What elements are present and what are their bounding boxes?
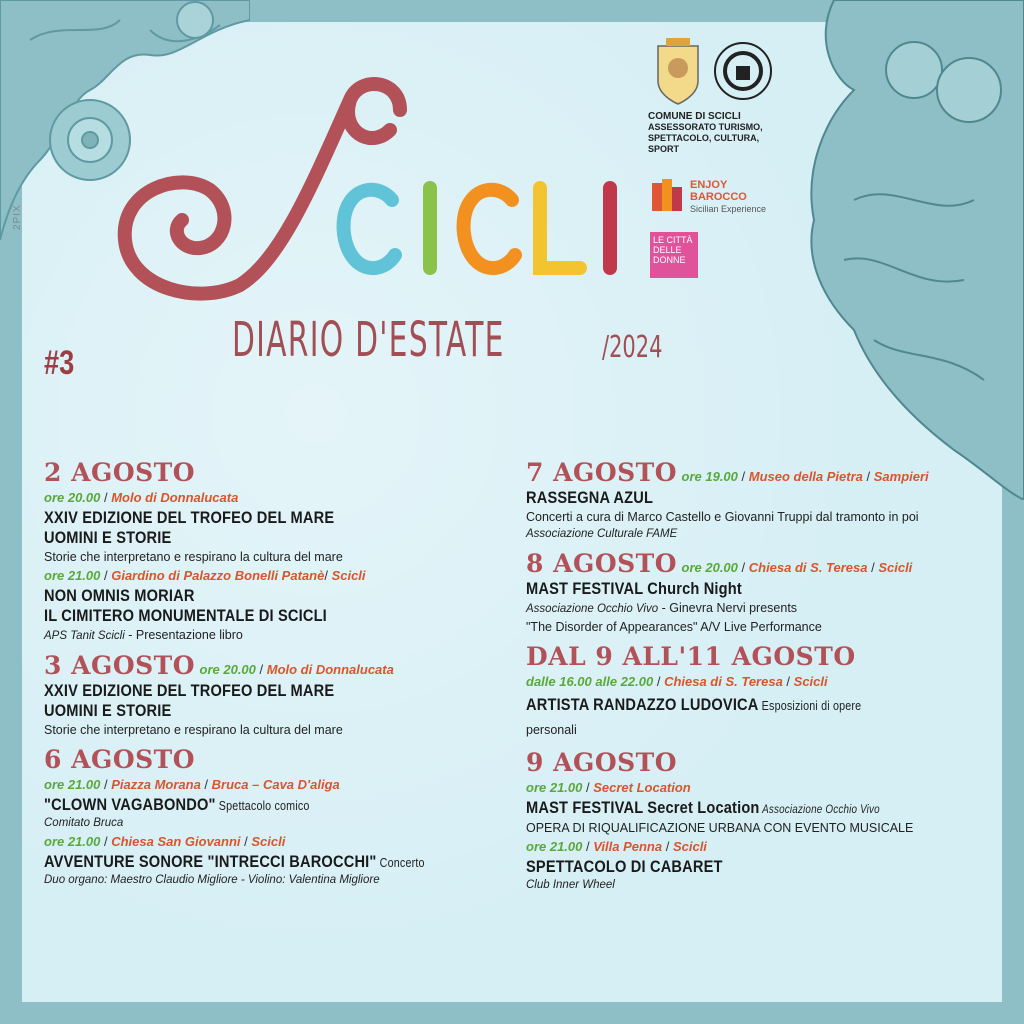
enjoy-line-1: ENJOY: [690, 179, 728, 191]
event-description: - Presentazione libro: [124, 628, 243, 642]
logo-letter-c2: [464, 190, 515, 268]
event-title: RASSEGNA AZUL: [526, 488, 654, 507]
event-title: NON OMNIS MORIAR: [44, 586, 195, 605]
event-date: DAL 9 ALL'11 AGOSTO: [526, 642, 856, 671]
event-description: "The Disorder of Appearances" A/V Live Performance: [526, 620, 822, 634]
scicli-logo: [110, 70, 630, 310]
event-time: ore 21.00: [44, 777, 101, 792]
event-description: Storie che interpretano e respirano la cultura del mare: [44, 723, 343, 737]
event-time: ore 20.00: [199, 662, 256, 677]
event-date: 6 AGOSTO: [44, 745, 196, 774]
event-time: ore 21.00: [526, 839, 583, 854]
photo-credit: 2PIX: [12, 204, 23, 230]
event-time: dalle 16.00 alle 22.00: [526, 674, 654, 689]
event-time: ore 21.00: [526, 780, 583, 795]
event-place: Piazza Morana: [111, 777, 201, 792]
event-title: "CLOWN VAGABONDO": [44, 795, 216, 814]
enjoy-line-2: BAROCCO: [690, 191, 747, 203]
subtitle: DIARIO D'ESTATE: [232, 312, 505, 368]
event-description: Storie che interpretano e respirano la cultura del mare: [44, 550, 343, 564]
event-organizer: Duo organo: Maestro Claudio Migliore - Violino: Valentina Migliore: [44, 874, 380, 886]
event-place: Scicli: [672, 839, 707, 854]
event-place: Molo di Donnalucata: [266, 662, 394, 677]
event-title: MAST FESTIVAL Church Night: [526, 579, 742, 598]
logo-letter-l: [540, 188, 580, 268]
unesco-heritage-icon: [715, 43, 771, 99]
event-time: ore 20.00: [681, 560, 738, 575]
event-place: Scicli: [251, 834, 286, 849]
event-place: Scicli: [331, 568, 366, 583]
issue-number: #3: [44, 344, 75, 382]
coat-of-arms-icon: [648, 36, 778, 106]
event-description: OPERA DI RIQUALIFICAZIONE URBANA CON EVENTO MUSICALE: [526, 821, 914, 835]
comune-sponsor: [648, 36, 788, 155]
event-place: Villa Penna: [593, 839, 663, 854]
event-place: Bruca – Cava D'aliga: [211, 777, 340, 792]
event-description: personali: [526, 723, 577, 737]
event-time: ore 19.00: [681, 469, 738, 484]
event-title: AVVENTURE SONORE "INTRECCI BAROCCHI": [44, 852, 377, 871]
event-title: UOMINI E STORIE: [44, 701, 172, 720]
event-title: SPETTACOLO DI CABARET: [526, 857, 723, 876]
enjoy-line-3: Sicilian Experience: [690, 204, 767, 214]
event-organizer: Club Inner Wheel: [526, 879, 615, 891]
event-date: 8 AGOSTO: [526, 549, 678, 578]
event-place: Museo della Pietra: [748, 469, 863, 484]
event-title: XXIV EDIZIONE DEL TROFEO DEL MARE: [44, 681, 335, 700]
event-title: XXIV EDIZIONE DEL TROFEO DEL MARE: [44, 508, 335, 527]
enjoy-barocco-logo-icon: [650, 177, 686, 213]
logo-letter-c1: [344, 190, 395, 268]
event-date: 2 AGOSTO: [44, 458, 196, 487]
event-date: 9 AGOSTO: [526, 748, 678, 777]
event-place: Molo di Donnalucata: [111, 490, 239, 505]
event-description: Concerti a cura di Marco Castello e Giovanni Truppi dal tramonto in poi: [526, 510, 919, 524]
event-organizer: Associazione Occhio Vivo: [759, 804, 880, 816]
event-date: 7 AGOSTO: [526, 458, 678, 487]
baroque-statue-icon: [794, 0, 1024, 500]
event-place: Scicli: [878, 560, 913, 575]
event-title: MAST FESTIVAL Secret Location: [526, 798, 760, 817]
event-description: - Ginevra Nervi presents: [658, 601, 798, 615]
event-time: ore 20.00: [44, 490, 101, 505]
event-description: Concerto: [376, 856, 425, 870]
event-place: Chiesa di S. Teresa: [748, 560, 868, 575]
citta-delle-donne-sponsor: LE CITTÀ DELLE DONNE: [650, 232, 698, 278]
comune-dept-1: ASSESSORATO TURISMO,: [648, 122, 763, 132]
event-place: Sampieri: [873, 469, 929, 484]
event-place: Chiesa di S. Teresa: [664, 674, 783, 689]
event-place: Scicli: [793, 674, 828, 689]
event-organizer: Associazione Culturale FAME: [526, 528, 678, 540]
comune-name: COMUNE DI SCICLI: [648, 111, 741, 122]
event-place: Giardino di Palazzo Bonelli Patanè: [111, 568, 325, 583]
event-description: Spettacolo comico: [215, 799, 310, 813]
event-time: ore 21.00: [44, 834, 101, 849]
event-place: Secret Location: [593, 780, 691, 795]
right-column: 7 AGOSTO ore 19.00 / Museo della Pietra / Sampieri RASSEGNA AZUL Concerti a cura di Marco Castello e Giovanni Truppi dal tramonto in poi Associazione Culturale FAME 8 AGOSTO ore 20.00 / Chiesa di S. Teresa / Scicli MAST FESTIVAL Church Night Associazione Occhio Vivo - Ginevra Nervi presents "The Disorder of Appearances" A/V Live Performance DAL 9 ALL'11 AGOSTO dalle 16.00 alle 22.00 / Chiesa di S. Teresa / Scicli ARTISTA RANDAZZO LUDOVICA Esposizioni di opere personali 9 AGOSTO ore 21.00 / Secret Location MAST FESTIVAL Secret Location Associazione Occhio Vivo OPERA DI RIQUALIFICAZIONE URBANA CON EVENTO MUSICALE ore 21.00 / Villa Penna / Scicli SPETTACOLO DI CABARET Club Inner Wheel: [526, 458, 996, 894]
event-title: UOMINI E STORIE: [44, 528, 172, 547]
enjoy-barocco-sponsor: [650, 177, 767, 218]
comune-dept-2: SPETTACOLO, CULTURA, SPORT: [648, 133, 760, 154]
year: /2024: [602, 330, 663, 365]
event-description: Esposizioni di opere: [758, 699, 862, 713]
event-place: Chiesa San Giovanni: [111, 834, 241, 849]
event-time: ore 21.00: [44, 568, 101, 583]
event-organizer: Associazione Occhio Vivo: [526, 603, 659, 615]
event-title: ARTISTA RANDAZZO LUDOVICA: [526, 695, 759, 714]
event-title: IL CIMITERO MONUMENTALE DI SCICLI: [44, 606, 327, 625]
event-organizer: Comitato Bruca: [44, 817, 124, 829]
event-organizer: APS Tanit Scicli: [44, 630, 125, 642]
event-date: 3 AGOSTO: [44, 651, 196, 680]
left-column: 2 AGOSTO ore 20.00 / Molo di Donnalucata XXIV EDIZIONE DEL TROFEO DEL MARE UOMINI E STORIE Storie che interpretano e respirano la cultura del mare ore 21.00 / Giardino di Palazzo Bonelli Patanè/ Scicli NON OMNIS MORIAR IL CIMITERO MONUMENTALE DI SCICLI APS Tanit Scicli - Presentazione libro 3 AGOSTO ore 20.00 / Molo di Donnalucata XXIV EDIZIONE DEL TROFEO DEL MARE UOMINI E STORIE Storie che interpretano e respirano la cultura del mare 6 AGOSTO ore 21.00 / Piazza Morana / Bruca – Cava D'aliga "CLOWN VAGABONDO" Spettacolo comico Comitato Bruca ore 21.00 / Chiesa San Giovanni / Scicli AVVENTURE SONORE "INTRECCI BAROCCHI" Concerto Duo organo: Maestro Claudio Migliore - Violino: Valentina Migliore: [44, 458, 504, 889]
